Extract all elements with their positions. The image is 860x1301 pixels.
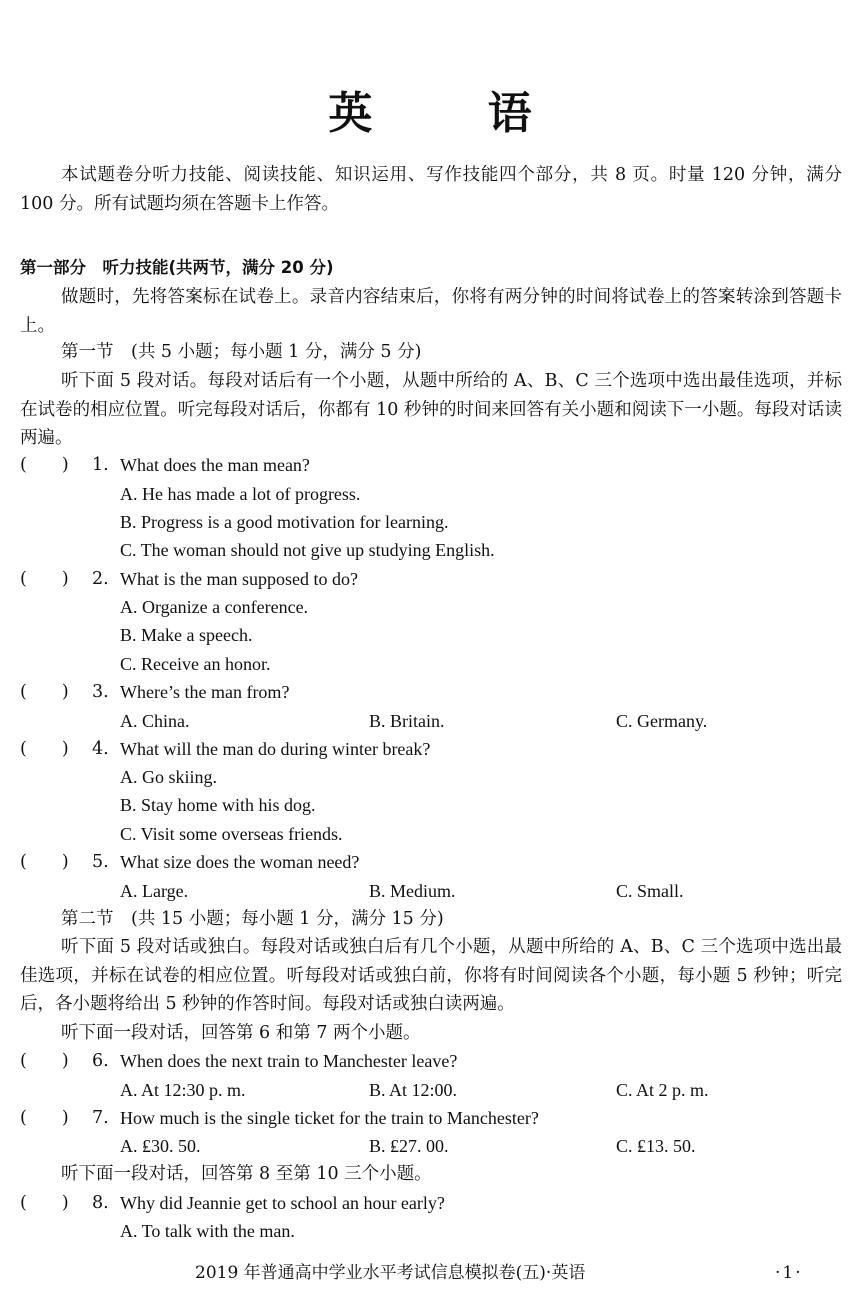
- option-b[interactable]: B. At 12:00.: [369, 1080, 458, 1100]
- footer-title: 2019 年普通高中学业水平考试信息模拟卷(五)·英语: [195, 1263, 586, 1283]
- option-c[interactable]: C. Visit some overseas friends.: [120, 824, 343, 844]
- option-a[interactable]: A. ₤30. 50.: [120, 1136, 201, 1156]
- part1-heading: 第一部分 听力技能(共两节，满分 20 分): [20, 258, 334, 277]
- question-text: What will the man do during winter break?: [120, 739, 431, 759]
- option-c[interactable]: C. At 2 p. m.: [616, 1080, 709, 1100]
- option-b[interactable]: B. Make a speech.: [120, 625, 253, 645]
- option-c[interactable]: C. ₤13. 50.: [616, 1136, 696, 1156]
- question-text: What does the man mean?: [120, 455, 310, 475]
- exam-intro: 本试题卷分听力技能、阅读技能、知识运用、写作技能四个部分，共 8 页。时量 120 分钟，满分 100 分。所有试题均须在答题卡上作答。: [20, 165, 842, 214]
- question-number: 6.: [92, 1051, 109, 1071]
- option-c[interactable]: C. Receive an honor.: [120, 654, 271, 674]
- question-number: 4.: [92, 739, 109, 759]
- option-b[interactable]: B. Britain.: [369, 711, 445, 731]
- question-number: 8.: [92, 1193, 109, 1213]
- option-c[interactable]: C. Germany.: [616, 711, 708, 731]
- option-b[interactable]: B. ₤27. 00.: [369, 1136, 449, 1156]
- question-text: Where’s the man from?: [120, 682, 290, 702]
- option-c[interactable]: C. Small.: [616, 881, 684, 901]
- section2-heading: 第二节 (共 15 小题；每小题 1 分，满分 15 分): [61, 909, 444, 929]
- option-a[interactable]: A. Large.: [120, 881, 189, 901]
- question-text: Why did Jeannie get to school an hour early?: [120, 1193, 445, 1213]
- question-number: 5.: [92, 852, 109, 872]
- option-c[interactable]: C. The woman should not give up studying English.: [120, 540, 495, 560]
- answer-blank[interactable]: ( ): [20, 1051, 69, 1071]
- page-number: ·1·: [775, 1263, 803, 1283]
- question-number: 2.: [92, 569, 109, 589]
- option-b[interactable]: B. Stay home with his dog.: [120, 795, 316, 815]
- option-a[interactable]: A. Go skiing.: [120, 767, 218, 787]
- section2-instruction: 听下面 5 段对话或独白。每段对话或独白后有几个小题，从题中所给的 A、B、C 三个选项中选出最佳选项，并标在试卷的相应位置。听每段对话或独白前，你将有时间阅读各个小题，每小题 5 秒钟；听完后，各小题将给出 5 秒钟的作答时间。每段对话或独白读两遍。: [20, 937, 842, 1014]
- group-instruction: 听下面一段对话，回答第 8 至第 10 三个小题。: [61, 1164, 432, 1184]
- question-text: What size does the woman need?: [120, 852, 360, 872]
- question-text: How much is the single ticket for the train to Manchester?: [120, 1108, 539, 1128]
- page-title: 英 语: [328, 88, 582, 139]
- question-text: What is the man supposed to do?: [120, 569, 358, 589]
- option-a[interactable]: A. To talk with the man.: [120, 1221, 295, 1241]
- question-number: 7.: [92, 1108, 109, 1128]
- answer-blank[interactable]: ( ): [20, 852, 69, 872]
- answer-blank[interactable]: ( ): [20, 455, 69, 475]
- answer-blank[interactable]: ( ): [20, 682, 69, 702]
- answer-blank[interactable]: ( ): [20, 1193, 69, 1213]
- answer-blank[interactable]: ( ): [20, 739, 69, 759]
- option-a[interactable]: A. At 12:30 p. m.: [120, 1080, 246, 1100]
- part1-instruction: 做题时，先将答案标在试卷上。录音内容结束后，你将有两分钟的时间将试卷上的答案转涂到答题卡上。: [20, 287, 842, 336]
- question-number: 3.: [92, 682, 109, 702]
- option-a[interactable]: A. He has made a lot of progress.: [120, 484, 361, 504]
- section1-instruction: 听下面 5 段对话。每段对话后有一个小题，从题中所给的 A、B、C 三个选项中选出最佳选项，并标在试卷的相应位置。听完每段对话后，你都有 10 秒钟的时间来回答有关小题和阅读下一小题。每段对话读两遍。: [20, 371, 842, 448]
- option-b[interactable]: B. Progress is a good motivation for learning.: [120, 512, 449, 532]
- section1-heading: 第一节 (共 5 小题；每小题 1 分，满分 5 分): [61, 342, 422, 362]
- option-a[interactable]: A. Organize a conference.: [120, 597, 309, 617]
- group-instruction: 听下面一段对话，回答第 6 和第 7 两个小题。: [61, 1023, 421, 1043]
- question-text: When does the next train to Manchester leave?: [120, 1051, 458, 1071]
- option-a[interactable]: A. China.: [120, 711, 190, 731]
- option-b[interactable]: B. Medium.: [369, 881, 456, 901]
- question-number: 1.: [92, 455, 109, 475]
- answer-blank[interactable]: ( ): [20, 1108, 69, 1128]
- answer-blank[interactable]: ( ): [20, 569, 69, 589]
